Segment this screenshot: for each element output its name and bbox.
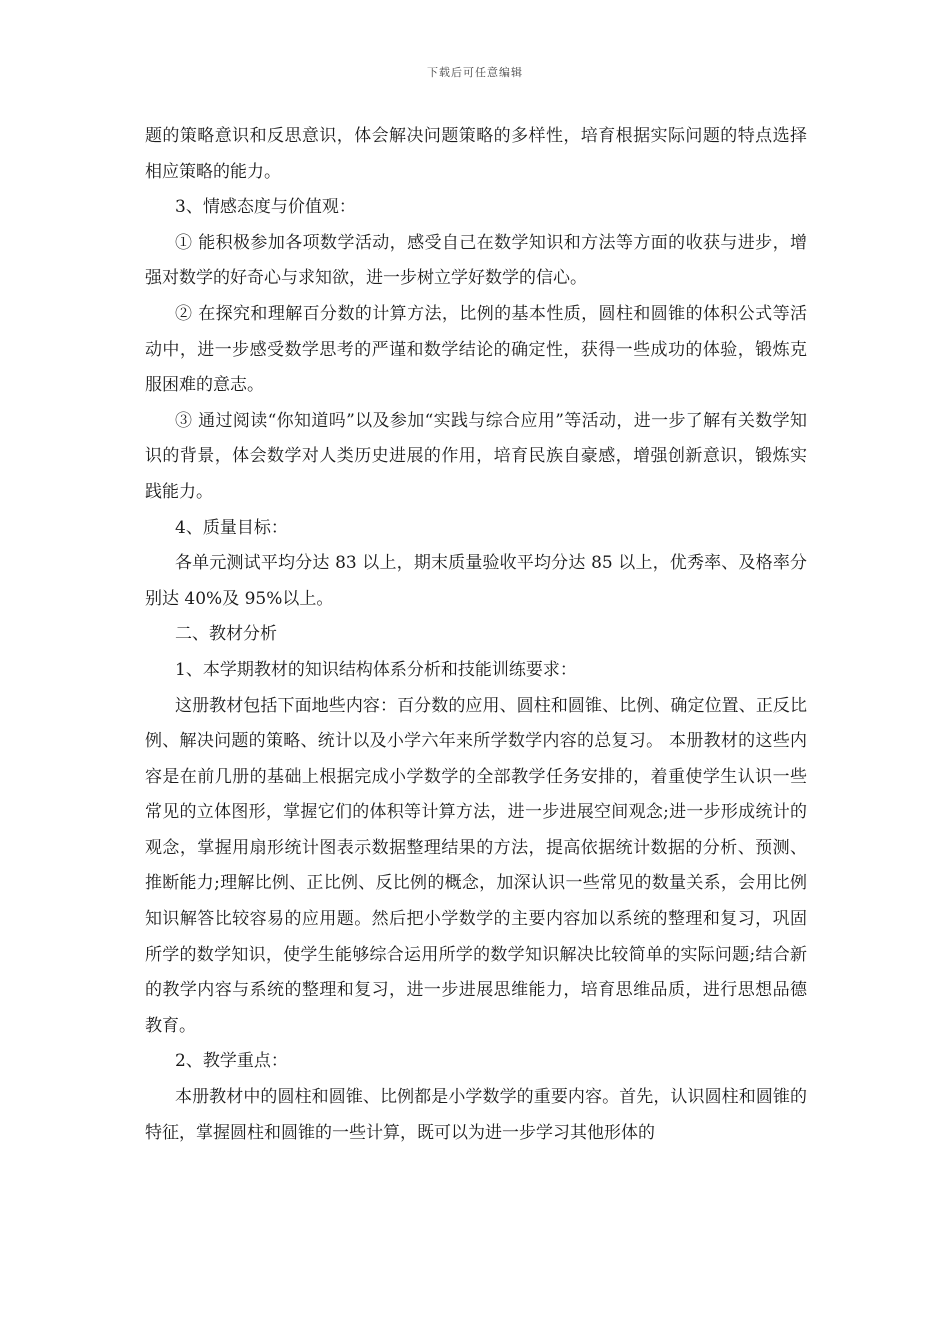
paragraph-item-1: ① 能积极参加各项数学活动，感受自己在数学知识和方法等方面的收获与进步，增强对数学的好奇心与求知欲，进一步树立学好数学的信心。 <box>145 232 807 289</box>
document-body <box>145 119 807 1151</box>
paragraph-quality-goal: 各单元测试平均分达 83 以上，期末质量验收平均分达 85 以上，优秀率、及格率分别达 40%及 95%以上。 <box>145 553 807 609</box>
page-header: 下载后可任意编辑 <box>427 66 523 79</box>
section-heading-focus: 2、教学重点： <box>175 1051 288 1072</box>
section-heading-attitude: 3、情感态度与价值观： <box>175 197 356 218</box>
paragraph-continuation: 题的策略意识和反思意识，体会解决问题策略的多样性，培育根据实际问题的特点选择相应策略的能力。 <box>145 126 807 182</box>
paragraph-item-3: ③ 通过阅读“你知道吗”以及参加“实践与综合应用”等活动，进一步了解有关数学知识的背景，体会数学对人类历史进展的作用，培育民族自豪感，增强创新意识，锻炼实践能力。 <box>145 410 807 502</box>
paragraph-textbook-content: 这册教材包括下面地些内容：百分数的应用、圆柱和圆锥、比例、确定位置、正反比例、解决问题的策略、统计以及小学六年来所学数学内容的总复习。 本册教材的这些内容是在前几册的基础上根据完成小学数学的全部教学任务安排的，着重使学生认识一些常见的立体图形，掌握它们的体积等计算方法，进一步进展空间观念;进一步形成统计的观念，掌握用扇形统计图表示数据整理结果的方法，提高依据统计数据的分析、预测、推断能力;理解比例、正比例、反比例的概念，加深认识一些常见的数量关系，会用比例知识解答比较容易的应用题。然后把小学数学的主要内容加以系统的整理和复习，巩固所学的数学知识，使学生能够综合运用所学的数学知识解决比较简单的实际问题;结合新的教学内容与系统的整理和复习，进一步进展思维能力，培育思维品质，进行思想品德教育。 <box>145 695 807 1036</box>
section-heading-structure: 1、本学期教材的知识结构体系分析和技能训练要求： <box>175 659 577 680</box>
section-heading-quality: 4、质量目标： <box>175 517 288 538</box>
paragraph-focus: 本册教材中的圆柱和圆锥、比例都是小学数学的重要内容。首先，认识圆柱和圆锥的特征，掌握圆柱和圆锥的一些计算，既可以为进一步学习其他形体的 <box>145 1087 807 1143</box>
section-heading-textbook: 二、教材分析 <box>175 624 277 645</box>
paragraph-item-2: ② 在探究和理解百分数的计算方法，比例的基本性质，圆柱和圆锥的体积公式等活动中，进一步感受数学思考的严谨和数学结论的确定性，获得一些成功的体验，锻炼克服困难的意志。 <box>145 303 807 396</box>
